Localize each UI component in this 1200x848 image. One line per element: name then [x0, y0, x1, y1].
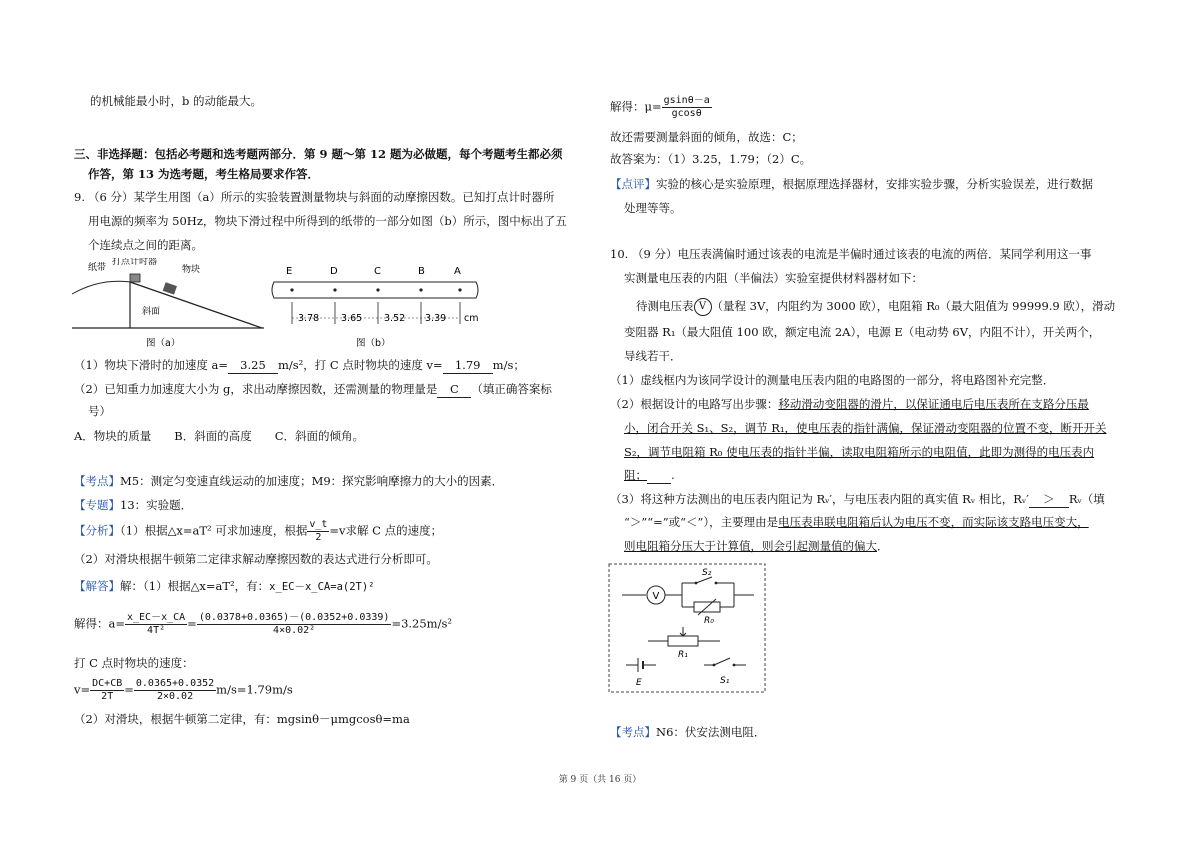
label-block: 物块	[182, 265, 201, 275]
text: 解得：μ=	[610, 99, 662, 114]
text-line: （2）对滑块根据牛顿第二定律求解动摩擦因数的表达式进行分析即可。	[74, 552, 438, 566]
tape-distance: 3.39	[425, 313, 447, 324]
equation: x_EC－x_CA=a(2T)²	[269, 581, 375, 593]
question-text	[636, 298, 1115, 316]
text: （1）物块下滑时的加速度 a=	[74, 358, 228, 372]
denominator: 2T	[101, 691, 114, 702]
text-line: 号）	[88, 404, 111, 418]
denominator: 4T²	[147, 625, 166, 636]
fraction	[125, 612, 187, 637]
equation-line	[610, 95, 712, 120]
tag-fenxi: 【分析】	[74, 523, 120, 538]
denominator: gcosθ	[671, 108, 702, 119]
text: （填正确答案标	[471, 382, 552, 396]
text: Rᵥ（填	[1068, 492, 1105, 506]
text: 实验的核心是实验原理，根据原理选择器材，安排实验步骤，分析实验误差，进行数据	[656, 177, 1093, 191]
tape-letter: D	[330, 266, 338, 277]
numerator: DC+CB	[92, 678, 123, 689]
answer-line-1	[74, 357, 525, 374]
numerator: v_t	[309, 519, 328, 530]
answer-blank: ＞	[1029, 491, 1069, 508]
text: （量程 3V，内阻约为 3000 欧），电阻箱 R₀（最大阻值为 99999.9 欧），滑动	[711, 299, 1116, 313]
answer-line: 则电阻箱分压大于计算值，则会引起测量值的偏大．	[624, 539, 889, 553]
tape-distance: 3.52	[384, 313, 406, 324]
answer-blank: 3.25	[228, 357, 278, 374]
tape-unit: cm	[464, 313, 479, 324]
answer-blank: 1.79	[443, 357, 493, 374]
text: （3）将这种方法测出的电压表内阻记为 Rᵥ′，与电压表内阻的真实值 Rᵥ 相比，Rᵥ′	[610, 492, 1029, 506]
section-heading: 三、非选择题：包括必考题和选考题两部分．第 9 题～第 12 题为必做题，每个考题考生都必须	[74, 147, 563, 161]
fraction	[662, 95, 712, 120]
tag-jieda: 【解答】	[74, 579, 120, 593]
tag-dianping: 【点评】	[610, 177, 656, 191]
numerator: 0.0365+0.0352	[135, 678, 215, 689]
answer-text: 小，闭合开关 S₁、S₂，调节 R₁，使电压表的指针满偏，保证滑动变阻器的位置不变，断开开关	[624, 421, 1107, 435]
figure-a-caption: 图（a）	[146, 338, 181, 349]
denominator: 4×0.02²	[273, 625, 316, 636]
tape-distance: 3.65	[341, 313, 363, 324]
fraction	[134, 678, 216, 703]
question-text: 用电源的频率为 50Hz，物块下滑过程中所得到的纸带的一部分如图（b）所示，图中标出了五	[88, 214, 567, 228]
rheostat-r1-label: R₁	[678, 650, 688, 660]
dianping-line	[610, 176, 1093, 192]
tag-zhuanti: 【专题】	[74, 498, 120, 512]
answer-text: 则电阻箱分压大于计算值，则会引起测量值的偏大	[624, 539, 877, 553]
text: 13：实验题．	[120, 498, 193, 512]
text: =3.25m/s²	[391, 616, 452, 631]
text-line: 的机械能最小时，b 的动能最大。	[90, 94, 263, 108]
section-heading-cont: 作答，第 13 为选考题，考生格局要求作答．	[88, 167, 320, 181]
numerator: x_EC－x_CA	[127, 612, 186, 623]
question-text: （6 分）某学生用图（a）所示的实验装置测量物块与斜面的动摩擦因数。已知打点计时器所	[88, 190, 555, 204]
question-text: 个连续点之间的距离。	[88, 238, 203, 252]
options-line: A．物块的质量 B．斜面的高度 C．斜面的倾角。	[74, 429, 365, 443]
numerator: gsinθ－a	[663, 95, 710, 106]
zhuanti-line	[74, 497, 192, 513]
answer-line	[610, 491, 1105, 508]
text: （2）根据设计的电路写出步骤：	[610, 397, 779, 411]
answer-line	[624, 514, 1089, 530]
answer-blank: C	[437, 381, 471, 398]
text: 解：（1）根据△x=aT²，有：	[120, 579, 270, 593]
answer-line	[610, 396, 1089, 412]
tape-distance: 3.78	[298, 313, 320, 324]
question-text: 导线若干．	[624, 349, 682, 363]
text-line: 故答案为：（1）3.25，1.79；（2）C。	[610, 152, 812, 166]
question-text: 实测量电压表的内阻（半偏法）实验室提供材料器材如下：	[624, 271, 923, 285]
text: （2）已知重力加速度大小为 g，求出动摩擦因数，还需测量的物理量是	[74, 382, 438, 396]
switch-s2-label: S₂	[702, 568, 712, 578]
page-footer: 第 9 页（共 16 页）	[558, 775, 642, 785]
circuit-diagram	[608, 563, 766, 693]
numerator: (0.0378+0.0365)－(0.0352+0.0339)	[198, 612, 390, 623]
tape-letter: A	[454, 266, 461, 277]
fraction	[197, 612, 392, 637]
answer-text: 阻； .	[624, 468, 675, 482]
tag-kaodian: 【考点】	[74, 474, 120, 488]
question-text: 变阻器 R₁（最大阻值 100 欧，额定电流 2A），电源 E（电动势 6V，内阻不计），开关两个，	[624, 325, 1101, 339]
text-line: 故还需要测量斜面的倾角，故选：C；	[610, 130, 803, 144]
text-line: 打 C 点时物块的速度：	[74, 656, 194, 670]
label-timer: 打点计时器	[112, 258, 158, 267]
text: m/s；	[492, 358, 525, 372]
voltmeter-label: V	[652, 591, 660, 602]
label-tape: 纸带	[88, 263, 107, 273]
resistor-r0-label: R₀	[704, 616, 714, 626]
tape-letter: E	[286, 266, 293, 277]
text: =v	[329, 523, 346, 538]
denominator: 2	[315, 532, 322, 543]
text: 求解 C 点的速度；	[345, 523, 443, 538]
text-line: （2）对滑块，根据牛顿第二定律，有：mgsinθ－μmgcosθ=ma	[74, 712, 410, 726]
jieda-line	[74, 578, 375, 595]
answer-text: 电压表串联电阻箱后认为电压不变，而实际该支路电压变大，	[778, 515, 1089, 529]
figure-b-tape	[268, 262, 484, 354]
text: “＞”“=”或“＜”），主要理由是	[624, 515, 779, 529]
tag-kaodian: 【考点】	[610, 725, 656, 739]
tape-letter: B	[418, 266, 425, 277]
fraction	[90, 678, 124, 703]
fraction	[307, 519, 329, 544]
question-number: 9.	[74, 190, 85, 204]
battery-e-label: E	[636, 678, 642, 688]
answer-text: S₂，调节电阻箱 R₀ 使电压表的指针半偏，读取电阻箱所示的电阻值，此即为测得的电压表内	[624, 445, 1095, 459]
figure-a-incline	[70, 258, 266, 354]
answer-line-2	[74, 381, 552, 398]
text: 解得：a=	[74, 616, 125, 631]
label-slope: 斜面	[142, 307, 161, 317]
text-line: 处理等等。	[624, 201, 682, 215]
text: M5：测定匀变速直线运动的加速度；M9：探究影响摩擦力的大小的因素．	[120, 474, 504, 488]
voltmeter-icon: V	[694, 298, 712, 316]
text: v=	[74, 682, 91, 697]
answer-text: 阻；	[624, 468, 647, 482]
equation-line: 解得：a= $\frac{x\_EC-x\_CA}{\text{4T²}}$ = $\frac{(0.0378+0.0365)-(0.0352+0.0339)}{\text{4×0.02²}}$ =3.25m/s²	[74, 612, 452, 636]
figure-b-caption: 图（b）	[356, 338, 391, 349]
question-text: （9 分）电压表满偏时通过该表的电流是半偏时通过该表的电流的两倍．某同学利用这一事	[632, 247, 1092, 261]
kaodian-line	[74, 473, 503, 489]
text: （1）根据△x=aT² 可求加速度，根据	[120, 523, 308, 538]
text: m/s=1.79m/s	[216, 682, 293, 697]
equation-line: v= $\frac{DC+CB}{2T}$ = $\frac{0.0365+0.0352}{2\times 0.02}$ m/s=1.79m/s	[74, 678, 293, 702]
question-text: （1）虚线框内为该同学设计的测量电压表内阻的电路图的一部分，将电路图补充完整．	[610, 373, 1055, 387]
kaodian-line	[610, 724, 765, 740]
tape-letter: C	[374, 266, 381, 277]
text: 待测电压表	[636, 299, 694, 313]
denominator: 2×0.02	[156, 691, 194, 702]
text: N6：伏安法测电阻．	[656, 725, 766, 739]
question-number: 10.	[610, 247, 629, 261]
answer-text: 移动滑动变阻器的滑片，以保证通电后电压表所在支路分压最	[778, 397, 1089, 411]
fenxi-line	[74, 519, 442, 544]
switch-s1-label: S₁	[720, 676, 730, 686]
text: m/s²，打 C 点时物块的速度 v=	[277, 358, 443, 372]
